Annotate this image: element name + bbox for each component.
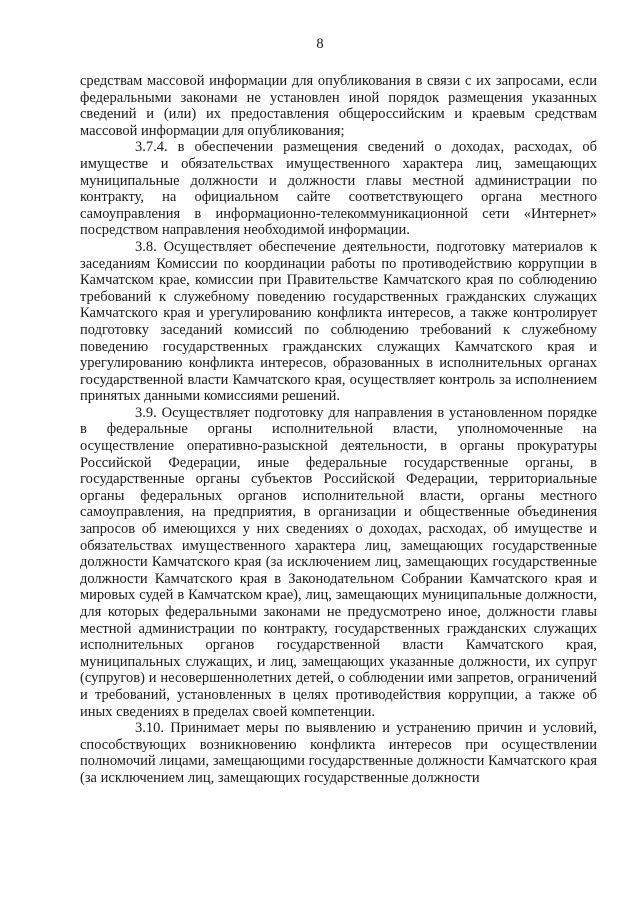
paragraph-3-10: 3.10. Принимает меры по выявлению и устранению причин и условий, способствующих возникновению конфликта интересов при осуществлении полномочий лицами, замещающими государственные должности Камчатского края (за исключением лиц, замещающих государственные должности — [80, 720, 597, 786]
document-body — [80, 73, 597, 787]
page-number: 8 — [316, 36, 324, 52]
paragraph-3-8: 3.8. Осуществляет обеспечение деятельности, подготовку материалов к заседаниям Комиссии по координации работы по противодействию коррупции в Камчатском крае, комиссии при Правительстве Камчатского края по соблюдению требований к служебному поведению государственных гражданских служащих Камчатского края и урегулированию конфликта интересов, а также контролирует подготовку заседаний комиссий по соблюдению требований к служебному поведению государственных гражданских служащих Камчатского края и урегулированию конфликта интересов, образованных в исполнительных органах государственной власти Камчатского края, осуществляет контроль за исполнением принятых данными комиссиями решений. — [80, 238, 597, 405]
paragraph-continuation: средствам массовой информации для опубликования в связи с их запросами, если федеральными законами не установлен иной порядок размещения указанных сведений и (или) их предоставления общероссийским и краевым средствам массовой информации для опубликования; — [80, 73, 597, 139]
paragraph-3-7-4: 3.7.4. в обеспечении размещения сведений о доходах, расходах, об имуществе и обязательствах имущественного характера лиц, замещающих муниципальные должности и должности главы местной администрации по контракту, на официальном сайте соответствующего органа местного самоуправления в информационно-телекоммуникационной сети «Интернет» посредством направления необходимой информации. — [80, 139, 597, 239]
paragraph-3-9: 3.9. Осуществляет подготовку для направления в установленном порядке в федеральные органы исполнительной власти, уполномоченные на осуществление оперативно-разыскной деятельности, в органы прокуратуры Российской Федерации, иные федеральные государственные органы, в государственные органы субъектов Российской Федерации, территориальные органы федеральных органов исполнительной власти, органы местного самоуправления, на предприятия, в организации и общественные объединения запросов об имеющихся у них сведениях о доходах, расходах, об имуществе и обязательствах имущественного характера лиц, замещающих государственные должности Камчатского края (за исключением лиц, замещающих государственные должности Камчатского края в Законодательном Собрании Камчатского края и мировых судей в Камчатском крае), лиц, замещающих муниципальные должности, для которых федеральными законами не предусмотрено иное, должности главы местной администрации по контракту, государственных гражданских служащих исполнительных органов государственной власти Камчатского края, муниципальных служащих, и лиц, замещающих указанные должности, их супруг (супругов) и несовершеннолетних детей, о соблюдении ими запретов, ограничений и требований, установленных в целях противодействия коррупции, а также об иных сведениях в пределах своей компетенции. — [80, 404, 597, 720]
